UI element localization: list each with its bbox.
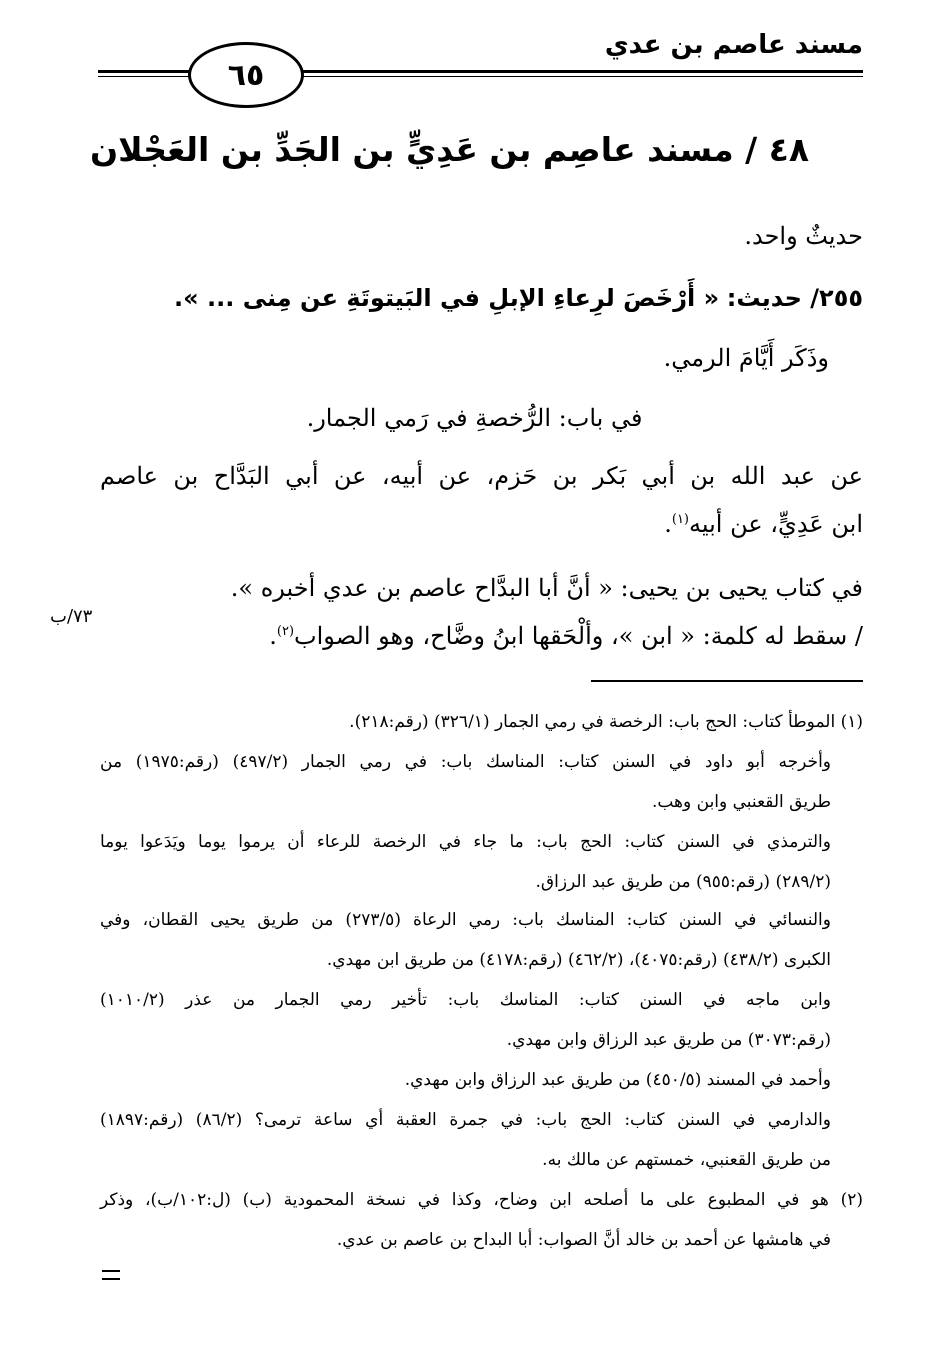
period: .: [664, 510, 672, 538]
footnote-line: وابن ماجه في السنن كتاب: المناسك باب: تأخير رمي الجمار من عذر (١٠١٠/٢): [100, 990, 831, 1010]
chapter-line: في باب: الرُّخصةِ في رَمي الجمار.: [306, 404, 643, 432]
footnote-line: (٢) هو في المطبوع على ما أصلحه ابن وضاح، وكذا في نسخة المحمودية (ب) (ل:١٠٢/ب)، وذكر: [100, 1190, 863, 1210]
body-line: وذَكَر أَيَّامَ الرمي.: [663, 344, 829, 372]
footnote-ref-2[interactable]: (٢): [276, 624, 295, 639]
body-line: في كتاب يحيى بن يحيى: « أنَّ أبا البدَّاح عاصم بن عدي أخبره ».: [230, 574, 863, 602]
section-title: ٤٨ / مسند عاصِم بن عَدِيٍّ بن الجَدِّ بن العَجْلان: [90, 130, 809, 169]
footnote-line: الكبرى (٤٣٨/٢) (رقم:٤٠٧٥)، (٤٦٢/٢) (رقم:٤١٧٨) من طريق ابن مهدي.: [326, 950, 831, 970]
continuation-mark: [102, 1270, 120, 1280]
page-number: ٦٥: [188, 42, 304, 108]
footnote-ref-1[interactable]: (١): [671, 512, 689, 527]
footnote-line: وأحمد في المسند (٤٥٠/٥) من طريق عبد الرزاق وابن مهدي.: [404, 1070, 831, 1090]
footnote-line: وأخرجه أبو داود في السنن كتاب: المناسك باب: في رمي الجمار (٤٩٧/٢) (رقم:١٩٧٥) من: [100, 752, 831, 772]
footnote-line: في هامشها عن أحمد بن خالد أنَّ الصواب: أبا البداح بن عاصم بن عدي.: [336, 1230, 831, 1250]
isnad-line-end: [100, 510, 863, 538]
footnote-line: والنسائي في السنن كتاب: المناسك باب: رمي الرعاة (٢٧٣/٥) من طريق يحيى القطان، وفي: [100, 910, 831, 930]
hadith-line: [100, 284, 863, 312]
footnote-separator: [591, 680, 863, 682]
isnad-line: عن عبد الله بن أبي بَكر بن حَزم، عن أبيه، عن أبي البَدَّاح بن عاصم: [100, 462, 863, 490]
footnote-line: (رقم:٣٠٧٣) من طريق عبد الرزاق وابن مهدي.: [506, 1030, 831, 1050]
body-line: [100, 622, 863, 650]
footnote-line: والدارمي في السنن كتاب: الحج باب: في جمرة العقبة أي ساعة ترمى؟ (٨٦/٢) (رقم:١٨٩٧): [100, 1110, 832, 1130]
running-title: مسند عاصم بن عدي: [604, 30, 863, 60]
correction-text: / سقط له كلمة: « ابن »، وألْحَقها ابنُ وضَّاح، وهو الصواب: [294, 622, 863, 650]
footnote-line: (١) الموطأ كتاب: الحج باب: الرخصة في رمي الجمار (٣٢٦/١) (رقم:٢١٨).: [349, 712, 863, 732]
margin-folio-note: ٧٣/ب: [50, 606, 93, 627]
isnad-text: ابن عَدِيٍّ، عن أبيه: [689, 510, 863, 538]
footnote-line: (٢٨٩/٢) (رقم:٩٥٥) من طريق عبد الرزاق.: [535, 872, 831, 892]
footnote-line: طريق القعنبي وابن وهب.: [651, 792, 831, 812]
period: .: [269, 622, 277, 650]
hadith-text: « أَرْخَصَ لرِعاءِ الإبلِ في البَيتوتَةِ عن مِنى ... ».: [174, 284, 720, 312]
body-line: حديثٌ واحد.: [744, 222, 863, 250]
hadith-label: ٢٥٥/ حديث:: [726, 284, 863, 312]
footnote-line: من طريق القعنبي، خمستهم عن مالك به.: [542, 1150, 831, 1170]
footnote-line: والترمذي في السنن كتاب: الحج باب: ما جاء في الرخصة للرعاء أن يرموا يوما ويَدَعوا يوما: [100, 832, 831, 852]
